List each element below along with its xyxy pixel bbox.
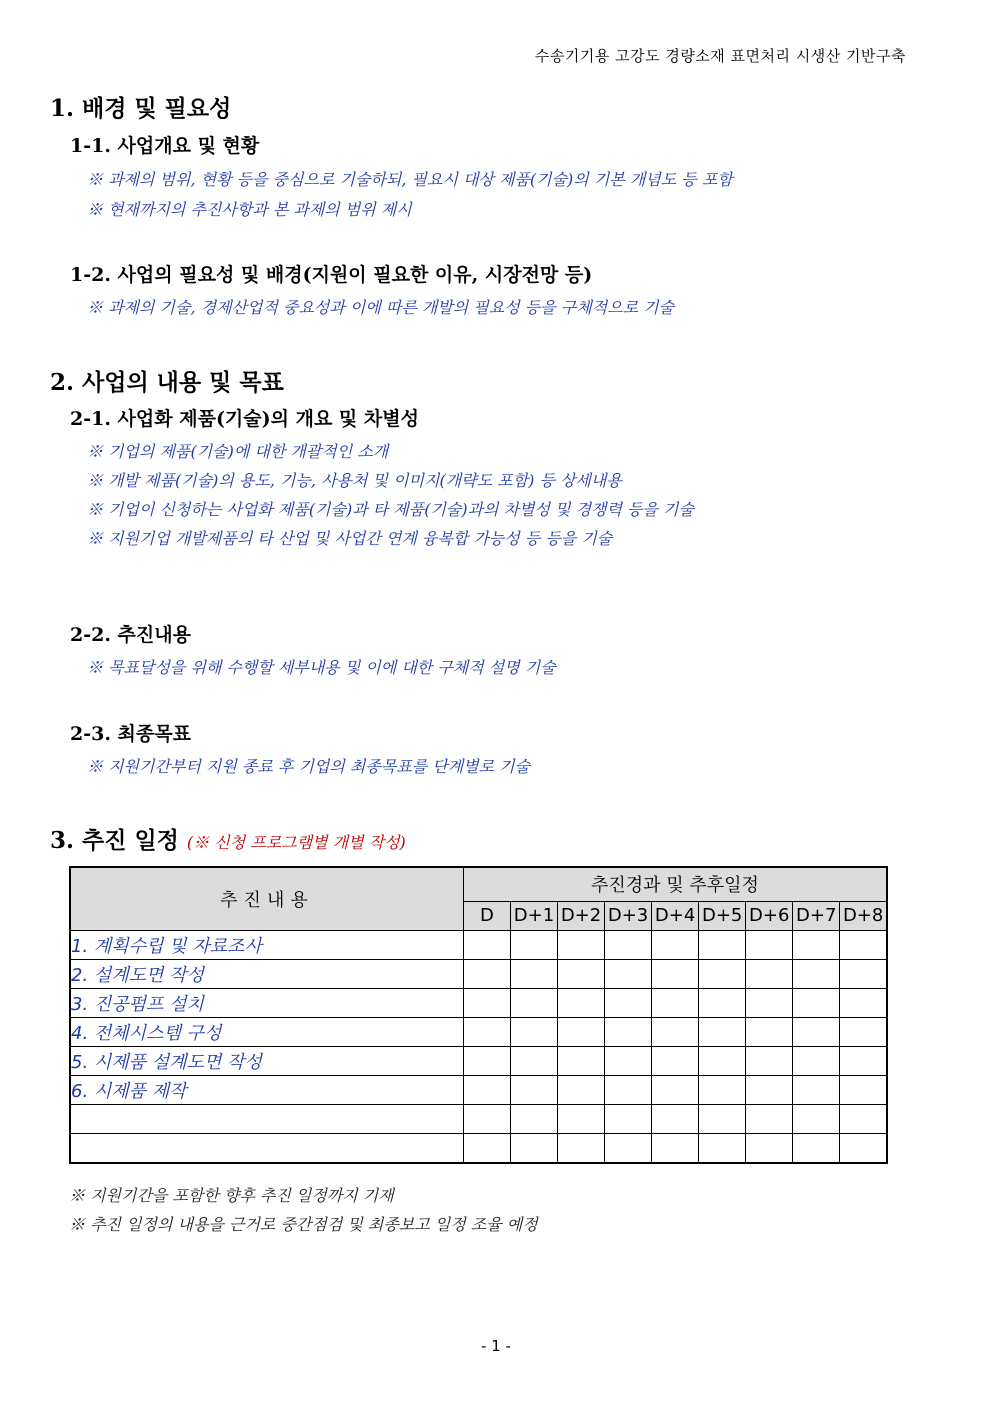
schedule-period-cell[interactable] (463, 988, 510, 1017)
schedule-period-cell[interactable] (510, 988, 557, 1017)
schedule-period-cell[interactable] (699, 1133, 746, 1163)
schedule-period-cell[interactable] (793, 1075, 840, 1104)
section-1-2-title: 1-2. 사업의 필요성 및 배경(지원이 필요한 이유, 시장전망 등) (70, 264, 593, 286)
section-2-1-note: ※ 기업이 신청하는 사업화 제품(기술)과 타 제품(기술)과의 차별성 및 경쟁력 등을 기술 (87, 500, 694, 519)
schedule-period-cell[interactable] (840, 1017, 887, 1046)
schedule-period-cell[interactable] (652, 1017, 699, 1046)
table-row (70, 1133, 887, 1163)
schedule-period-cell[interactable] (793, 1017, 840, 1046)
schedule-period-cell[interactable] (652, 959, 699, 988)
period-header: D+8 (840, 901, 887, 930)
schedule-period-cell[interactable] (510, 1133, 557, 1163)
section-3-title-text: 3. 추진 일정 (50, 827, 179, 854)
section-2-1-note: ※ 기업의 제품(기술)에 대한 개괄적인 소개 (87, 442, 389, 461)
section-2-3-note: ※ 지원기간부터 지원 종료 후 기업의 최종목표를 단계별로 기술 (87, 757, 531, 776)
schedule-period-cell[interactable] (746, 1104, 793, 1133)
schedule-period-cell[interactable] (652, 1104, 699, 1133)
section-3-title (50, 822, 406, 855)
schedule-period-cell[interactable] (793, 1046, 840, 1075)
table-row (70, 930, 887, 959)
period-header: D (463, 901, 510, 930)
schedule-period-cell[interactable] (510, 1075, 557, 1104)
schedule-footer-note: ※ 추진 일정의 내용을 근거로 중간점검 및 최종보고 일정 조율 예정 (69, 1215, 538, 1234)
schedule-period-cell[interactable] (652, 1046, 699, 1075)
schedule-footer-note: ※ 지원기간을 포함한 향후 추진 일정까지 기재 (69, 1186, 394, 1205)
schedule-period-cell[interactable] (652, 1133, 699, 1163)
section-2-2-title: 2-2. 추진내용 (70, 624, 191, 646)
schedule-task-cell[interactable]: 1. 계획수립 및 자료조사 (70, 930, 463, 959)
section-1-2-note: ※ 과제의 기술, 경제산업적 중요성과 이에 따른 개발의 필요성 등을 구체적으로 기술 (87, 298, 675, 317)
schedule-period-cell[interactable] (510, 930, 557, 959)
schedule-period-cell[interactable] (699, 1046, 746, 1075)
schedule-period-cell[interactable] (510, 1017, 557, 1046)
section-2-1-title: 2-1. 사업화 제품(기술)의 개요 및 차별성 (70, 408, 419, 430)
schedule-period-cell[interactable] (558, 1075, 605, 1104)
table-row (70, 1017, 887, 1046)
schedule-period-cell[interactable] (558, 1017, 605, 1046)
schedule-period-cell[interactable] (746, 1133, 793, 1163)
schedule-task-header: 추진내용 (70, 867, 463, 930)
period-header: D+2 (558, 901, 605, 930)
period-header: D+6 (746, 901, 793, 930)
section-1-1-note: ※ 현재까지의 추진사항과 본 과제의 범위 제시 (87, 200, 412, 219)
schedule-period-cell[interactable] (793, 988, 840, 1017)
table-row (70, 1104, 887, 1133)
schedule-progress-header: 추진경과 및 추후일정 (463, 867, 887, 901)
schedule-period-cell[interactable] (463, 1017, 510, 1046)
schedule-period-cell[interactable] (793, 1104, 840, 1133)
schedule-period-cell[interactable] (793, 1133, 840, 1163)
section-2-title: 2. 사업의 내용 및 목표 (50, 369, 284, 396)
section-2-1-note: ※ 개발 제품(기술)의 용도, 기능, 사용처 및 이미지(개략도 포함) 등 상세내용 (87, 471, 622, 490)
schedule-period-cell[interactable] (746, 988, 793, 1017)
schedule-task-cell[interactable]: 5. 시제품 설계도면 작성 (70, 1046, 463, 1075)
schedule-period-cell[interactable] (652, 988, 699, 1017)
period-header: D+3 (605, 901, 652, 930)
schedule-period-cell[interactable] (699, 1017, 746, 1046)
schedule-period-cell[interactable] (558, 988, 605, 1017)
schedule-period-cell[interactable] (699, 930, 746, 959)
schedule-period-cell[interactable] (558, 1104, 605, 1133)
schedule-period-cell[interactable] (558, 1046, 605, 1075)
period-header: D+1 (510, 901, 557, 930)
table-row (70, 1046, 887, 1075)
schedule-period-cell[interactable] (699, 988, 746, 1017)
table-row (70, 959, 887, 988)
schedule-period-cell[interactable] (840, 1075, 887, 1104)
schedule-period-cell[interactable] (605, 988, 652, 1017)
schedule-period-cell[interactable] (605, 1075, 652, 1104)
schedule-period-cell[interactable] (605, 1017, 652, 1046)
schedule-period-cell[interactable] (605, 930, 652, 959)
schedule-period-cell[interactable] (793, 959, 840, 988)
section-1-title: 1. 배경 및 필요성 (50, 95, 232, 122)
schedule-period-cell[interactable] (605, 1104, 652, 1133)
schedule-period-cell[interactable] (746, 1046, 793, 1075)
schedule-period-cell[interactable] (605, 1133, 652, 1163)
schedule-period-cell[interactable] (699, 1075, 746, 1104)
schedule-period-cell[interactable] (840, 1046, 887, 1075)
schedule-period-cell[interactable] (463, 1104, 510, 1133)
document-header-title: 수송기기용 고강도 경량소재 표면처리 시생산 기반구축 (534, 47, 906, 65)
schedule-period-cell[interactable] (699, 959, 746, 988)
schedule-period-cell[interactable] (746, 959, 793, 988)
section-1-1-note: ※ 과제의 범위, 현황 등을 중심으로 기술하되, 필요시 대상 제품(기술)의 기본 개념도 등 포함 (87, 170, 733, 189)
schedule-task-cell[interactable]: 3. 진공펌프 설치 (70, 988, 463, 1017)
schedule-task-cell[interactable] (70, 1104, 463, 1133)
schedule-period-cell[interactable] (510, 1046, 557, 1075)
schedule-period-cell[interactable] (746, 1017, 793, 1046)
schedule-task-cell[interactable] (70, 1133, 463, 1163)
schedule-period-cell[interactable] (463, 1075, 510, 1104)
schedule-period-cell[interactable] (793, 930, 840, 959)
schedule-period-cell[interactable] (558, 1133, 605, 1163)
section-3-program-note: (※ 신청 프로그램별 개별 작성) (186, 833, 406, 852)
schedule-period-cell[interactable] (510, 1104, 557, 1133)
period-header: D+5 (699, 901, 746, 930)
schedule-period-cell[interactable] (605, 959, 652, 988)
schedule-task-cell[interactable]: 6. 시제품 제작 (70, 1075, 463, 1104)
schedule-period-cell[interactable] (558, 930, 605, 959)
period-header: D+4 (652, 901, 699, 930)
schedule-period-cell[interactable] (463, 930, 510, 959)
schedule-period-cell[interactable] (510, 959, 557, 988)
schedule-period-cell[interactable] (840, 1104, 887, 1133)
table-row (70, 988, 887, 1017)
section-2-1-note: ※ 지원기업 개발제품의 타 산업 및 사업간 연계 융복합 가능성 등 등을 기술 (87, 529, 613, 548)
schedule-period-cell[interactable] (699, 1104, 746, 1133)
schedule-task-cell[interactable]: 2. 설계도면 작성 (70, 959, 463, 988)
schedule-period-cell[interactable] (840, 988, 887, 1017)
schedule-table (69, 866, 888, 1164)
section-2-2-note: ※ 목표달성을 위해 수행할 세부내용 및 이에 대한 구체적 설명 기술 (87, 658, 556, 677)
schedule-period-cell[interactable] (558, 959, 605, 988)
page-number: - 1 - (481, 1337, 511, 1355)
schedule-period-cell[interactable] (652, 1075, 699, 1104)
schedule-period-cell[interactable] (652, 930, 699, 959)
schedule-task-cell[interactable]: 4. 전체시스템 구성 (70, 1017, 463, 1046)
schedule-period-cell[interactable] (463, 1046, 510, 1075)
period-header: D+7 (793, 901, 840, 930)
schedule-period-cell[interactable] (605, 1046, 652, 1075)
section-1-1-title: 1-1. 사업개요 및 현황 (70, 135, 260, 157)
schedule-period-cell[interactable] (840, 1133, 887, 1163)
schedule-period-cell[interactable] (840, 930, 887, 959)
schedule-period-cell[interactable] (746, 1075, 793, 1104)
table-row (70, 1075, 887, 1104)
section-2-3-title: 2-3. 최종목표 (70, 723, 191, 745)
schedule-period-cell[interactable] (463, 1133, 510, 1163)
schedule-period-cell[interactable] (746, 930, 793, 959)
schedule-period-cell[interactable] (840, 959, 887, 988)
schedule-period-cell[interactable] (463, 959, 510, 988)
